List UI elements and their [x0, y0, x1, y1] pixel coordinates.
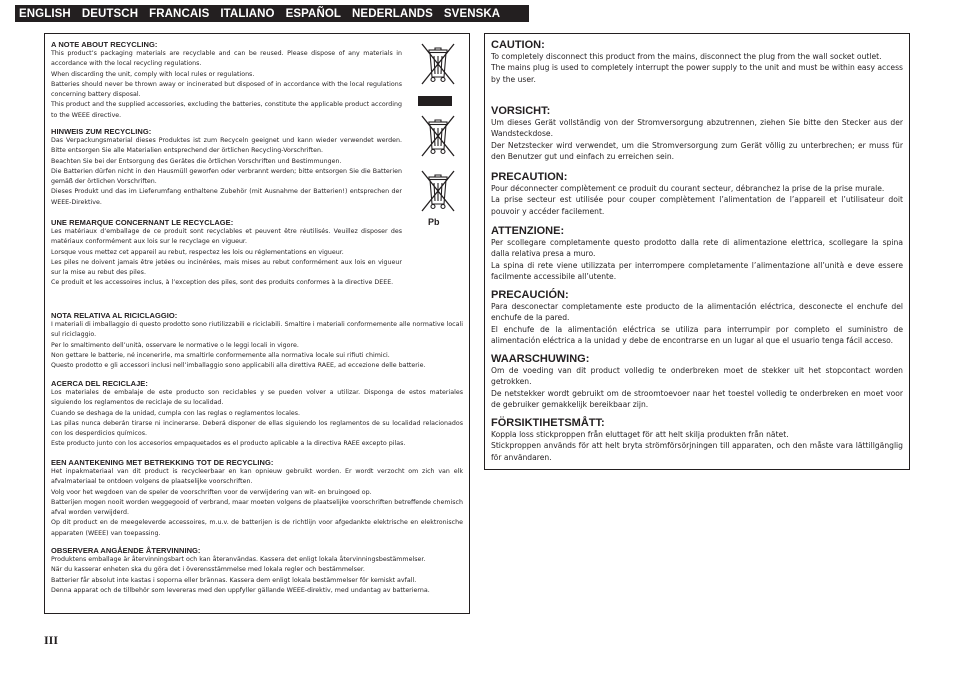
section-text: Das Verpackungsmaterial dieses Produktes ist zum Recyceln geeignet und kann wieder verwendet werden. Bitte entsorgen Sie alle Materialien entsprechend der örtlichen Recycling-Vorschriften.: [51, 137, 402, 155]
section-text: Los materiales de embalaje de este producto son reciclables y se pueden volver a utilizar. Disponga de estos materiales siguiendo los reglamentos de reciclaje de su localidad.: [51, 389, 463, 407]
separate-collection-bar: [418, 96, 452, 106]
section-text: Les piles ne doivent jamais être jetées ou incinérées, mais mises au rebut conformément aux lois en vigueur sur la mise au rebut des piles.: [51, 258, 402, 277]
mains-warnings-box: [484, 33, 910, 470]
recycling-section-fr: [51, 218, 402, 289]
warning-text: El enchufe de la alimentación eléctrica se utiliza para interrumpir por completo el suministro de alimentación eléctrica a la unidad y debe de encontrarse en un lugar al que el usuario tenga fácil acceso.: [491, 324, 903, 345]
recycling-section-sv: [51, 546, 463, 596]
section-text: När du kasserar enheten ska du göra det i överensstämmelse med lokala regler och bestämmelser.: [51, 566, 365, 574]
recycling-notes-box: [44, 33, 470, 614]
warning-text: Koppla loss stickproppen från eluttaget för att helt skilja produkten från nätet.: [491, 430, 789, 439]
lang-francais: FRANCAIS: [149, 7, 210, 20]
page-number: III: [44, 633, 59, 647]
section-text: Non gettare le batterie, né incenerirle, ma smaltirle conformemente alla normativa locale sui rifiuti chimici.: [51, 351, 390, 359]
warning-text: The mains plug is used to completely interrupt the power supply to the unit and must be within easy access by the user.: [491, 63, 903, 84]
section-title: A NOTE ABOUT RECYCLING:: [51, 40, 158, 49]
section-text: Batterijen mogen nooit worden weggegooid of verbrand, maar moeten volgens de plaatselijke voorschriften betreffende chemisch afval worden verwijderd.: [51, 498, 463, 517]
section-text: Die Batterien dürfen nicht in den Hausmüll geworfen oder verbrannt werden; bitte entsorgen Sie die Batterien gemäß der örtlichen Vorschriften.: [51, 167, 402, 186]
section-text: Het inpakmateriaal van dit product is recycleerbaar en kan opnieuw gebruikt worden. Er wordt verzocht om zich van elk afvalmateriaal te ontdoen volgens de plaatselijke voorschriften.: [51, 468, 463, 486]
section-title: OBSERVERA ANGÅENDE ÅTERVINNING:: [51, 546, 201, 555]
lead-symbol-label: Pb: [428, 217, 440, 227]
warning-section-de: [491, 105, 903, 162]
warning-text: Pour déconnecter complètement ce produit du courant secteur, débranchez la prise de la prise murale.: [491, 184, 885, 193]
recycling-section-de: [51, 127, 402, 208]
section-text: Op dit product en de meegeleverde accessoires, m.u.v. de batterijen is de richtlijn voor afgedankte elektrische en elektronische apparaten (WEEE) van toepassing.: [51, 519, 463, 537]
crossed-bin-pb-icon: [418, 168, 458, 214]
recycling-section-es: [51, 379, 463, 450]
lang-italiano: ITALIANO: [220, 7, 275, 20]
section-title: UNE REMARQUE CONCERNANT LE RECYCLAGE:: [51, 218, 234, 227]
warning-text: Der Netzstecker wird verwendet, um die Stromversorgung zum Gerät völlig zu unterbrechen; er muss für den Benutzer gut und einfach zu erreichen sein.: [491, 140, 903, 161]
section-text: When discarding the unit, comply with local rules or regulations.: [51, 70, 255, 78]
section-text: Les matériaux d’emballage de ce produit sont recyclables et peuvent être réutilisés. Veuillez disposer des matériaux conformément aux lois sur le recyclage en vigueur.: [51, 228, 402, 246]
section-text: Las pilas nunca deberán tirarse ni incinerarse. Deberá disponer de ellas siguiendo los reglamentos de su localidad relacionados con los desperdicios químicos.: [51, 419, 463, 438]
section-text: Batteries should never be thrown away or incinerated but disposed of in accordance with the local regulations concerning battery disposal.: [51, 80, 402, 99]
section-title: ACERCA DEL RECICLAJE:: [51, 379, 148, 388]
warning-section-fr: [491, 171, 903, 217]
warning-text: Para desconectar completamente este producto de la alimentación eléctrica, desconecte el enchufe del enchufe de la pared.: [491, 302, 903, 323]
section-text: Volg voor het wegdoen van de speler de voorschriften voor de verwijdering van wit- en bruingoed op.: [51, 488, 372, 496]
section-text: Este producto junto con los accesorios empaquetados es el producto aplicable a la directiva RAEE excepto pilas.: [51, 440, 406, 448]
lang-deutsch: DEUTSCH: [81, 7, 139, 20]
section-text: I materiali di imballaggio di questo prodotto sono riutilizzabili e riciclabili. Smaltire i materiali conformemente alle normative locali sul riciclaggio.: [51, 321, 463, 339]
warning-text: To completely disconnect this product from the mains, disconnect the plug from the wall socket outlet.: [491, 52, 882, 61]
language-bar: [15, 5, 529, 22]
warning-text: La prise secteur est utilisée pour couper complètement l’alimentation de l’appareil et l’utilisateur doit pouvoir y accéder facilement.: [491, 195, 903, 216]
section-text: This product’s packaging materials are recyclable and can be reused. Please dispose of any materials in accordance with the local recycling regulations.: [51, 50, 402, 68]
section-text: Per lo smaltimento dell’unità, osservare le normative o le leggi locali in vigore.: [51, 341, 299, 349]
section-title: EEN AANTEKENING MET BETREKKING TOT DE RECYCLING:: [51, 458, 274, 467]
recycling-section-nl: [51, 458, 463, 539]
warning-section-sv: [491, 417, 903, 463]
lang-english: ENGLISH: [19, 7, 71, 20]
crossed-bin-icon: [418, 41, 458, 87]
warning-section-it: [491, 225, 903, 282]
lang-nederlands: NEDERLANDS: [352, 7, 433, 20]
section-text: Ce produit et les accessoires inclus, à l’exception des piles, sont des produits conformes à la directive DEEE.: [51, 279, 394, 287]
warning-text: Um dieses Gerät vollständig von der Stromversorgung abzutrennen, ziehen Sie bitte den Stecker aus der Wandsteckdose.: [491, 118, 903, 139]
warning-title: CAUTION:: [491, 39, 545, 51]
warning-title: FÖRSIKTIHETSMÅTT:: [491, 417, 605, 429]
warning-title: WAARSCHUWING:: [491, 353, 590, 365]
warning-title: VORSICHT:: [491, 105, 551, 117]
warning-title: PRECAUCIÓN:: [491, 289, 569, 301]
recycling-section-it: [51, 311, 463, 371]
warning-section-es: [491, 289, 903, 346]
crossed-bin-icon: [418, 113, 458, 159]
section-text: Batterier får absolut inte kastas i soporna eller brännas. Kassera dem enligt lokala bestämmelser för kemiskt avfall.: [51, 576, 417, 584]
warning-text: La spina di rete viene utilizzata per interrompere completamente l’alimentazione all’unità e deve essere facilmente accessibile all’utente.: [491, 260, 903, 281]
lang-espanol: ESPAÑOL: [285, 7, 342, 20]
warning-title: ATTENZIONE:: [491, 225, 565, 237]
section-text: Denna apparat och de tillbehör som levereras med den uppfyller gällande WEEE-direktiv, med undantag av batterierna.: [51, 586, 430, 594]
section-title: HINWEIS ZUM RECYCLING:: [51, 127, 152, 136]
warning-title: PRECAUTION:: [491, 171, 568, 183]
warning-section-en: [491, 39, 903, 85]
lang-svenska: SVENSKA: [443, 7, 501, 20]
section-text: Beachten Sie bei der Entsorgung des Gerätes die örtlichen Vorschriften und Bestimmungen.: [51, 157, 342, 165]
section-text: Questo prodotto e gli accessori inclusi nell’imballaggio sono applicabili alla direttiva RAEE, ad eccezione delle batterie.: [51, 362, 426, 370]
section-text: Lorsque vous mettez cet appareil au rebut, respectez les lois ou réglementations en vigueur.: [51, 248, 344, 256]
warning-text: Om de voeding van dit product volledig te onderbreken moet de stekker uit het stopcontact worden getrokken.: [491, 366, 903, 387]
section-text: Produktens emballage är återvinningsbart och kan återanvändas. Kassera det enligt lokala återvinningsbestämmelser.: [51, 556, 426, 563]
warning-text: Per scollegare completamente questo prodotto dalla rete di alimentazione elettrica, scollegare la spina dalla relativa presa a muro.: [491, 238, 903, 259]
warning-text: De netstekker wordt gebruikt om de stroomtoevoer naar het toestel volledig te onderbreken en moet voor de gebruiker gemakkelijk bereikbaar zijn.: [491, 388, 903, 409]
section-title: NOTA RELATIVA AL RICICLAGGIO:: [51, 311, 178, 320]
section-text: This product and the supplied accessories, excluding the batteries, constitute the applicable product according to the WEEE directive.: [51, 101, 402, 119]
section-text: Cuando se deshaga de la unidad, cumpla con las reglas o reglamentos locales.: [51, 409, 300, 417]
warning-section-nl: [491, 353, 903, 410]
recycling-section-en: [51, 40, 402, 121]
section-text: Dieses Produkt und das im Lieferumfang enthaltene Zubehör (mit Ausnahme der Batterien!) entsprechen der WEEE-Direktive.: [51, 188, 402, 206]
warning-text: Stickproppen används för att helt bryta strömförsörjningen till apparaten, och den måste vara lättillgänglig för användaren.: [491, 441, 903, 462]
